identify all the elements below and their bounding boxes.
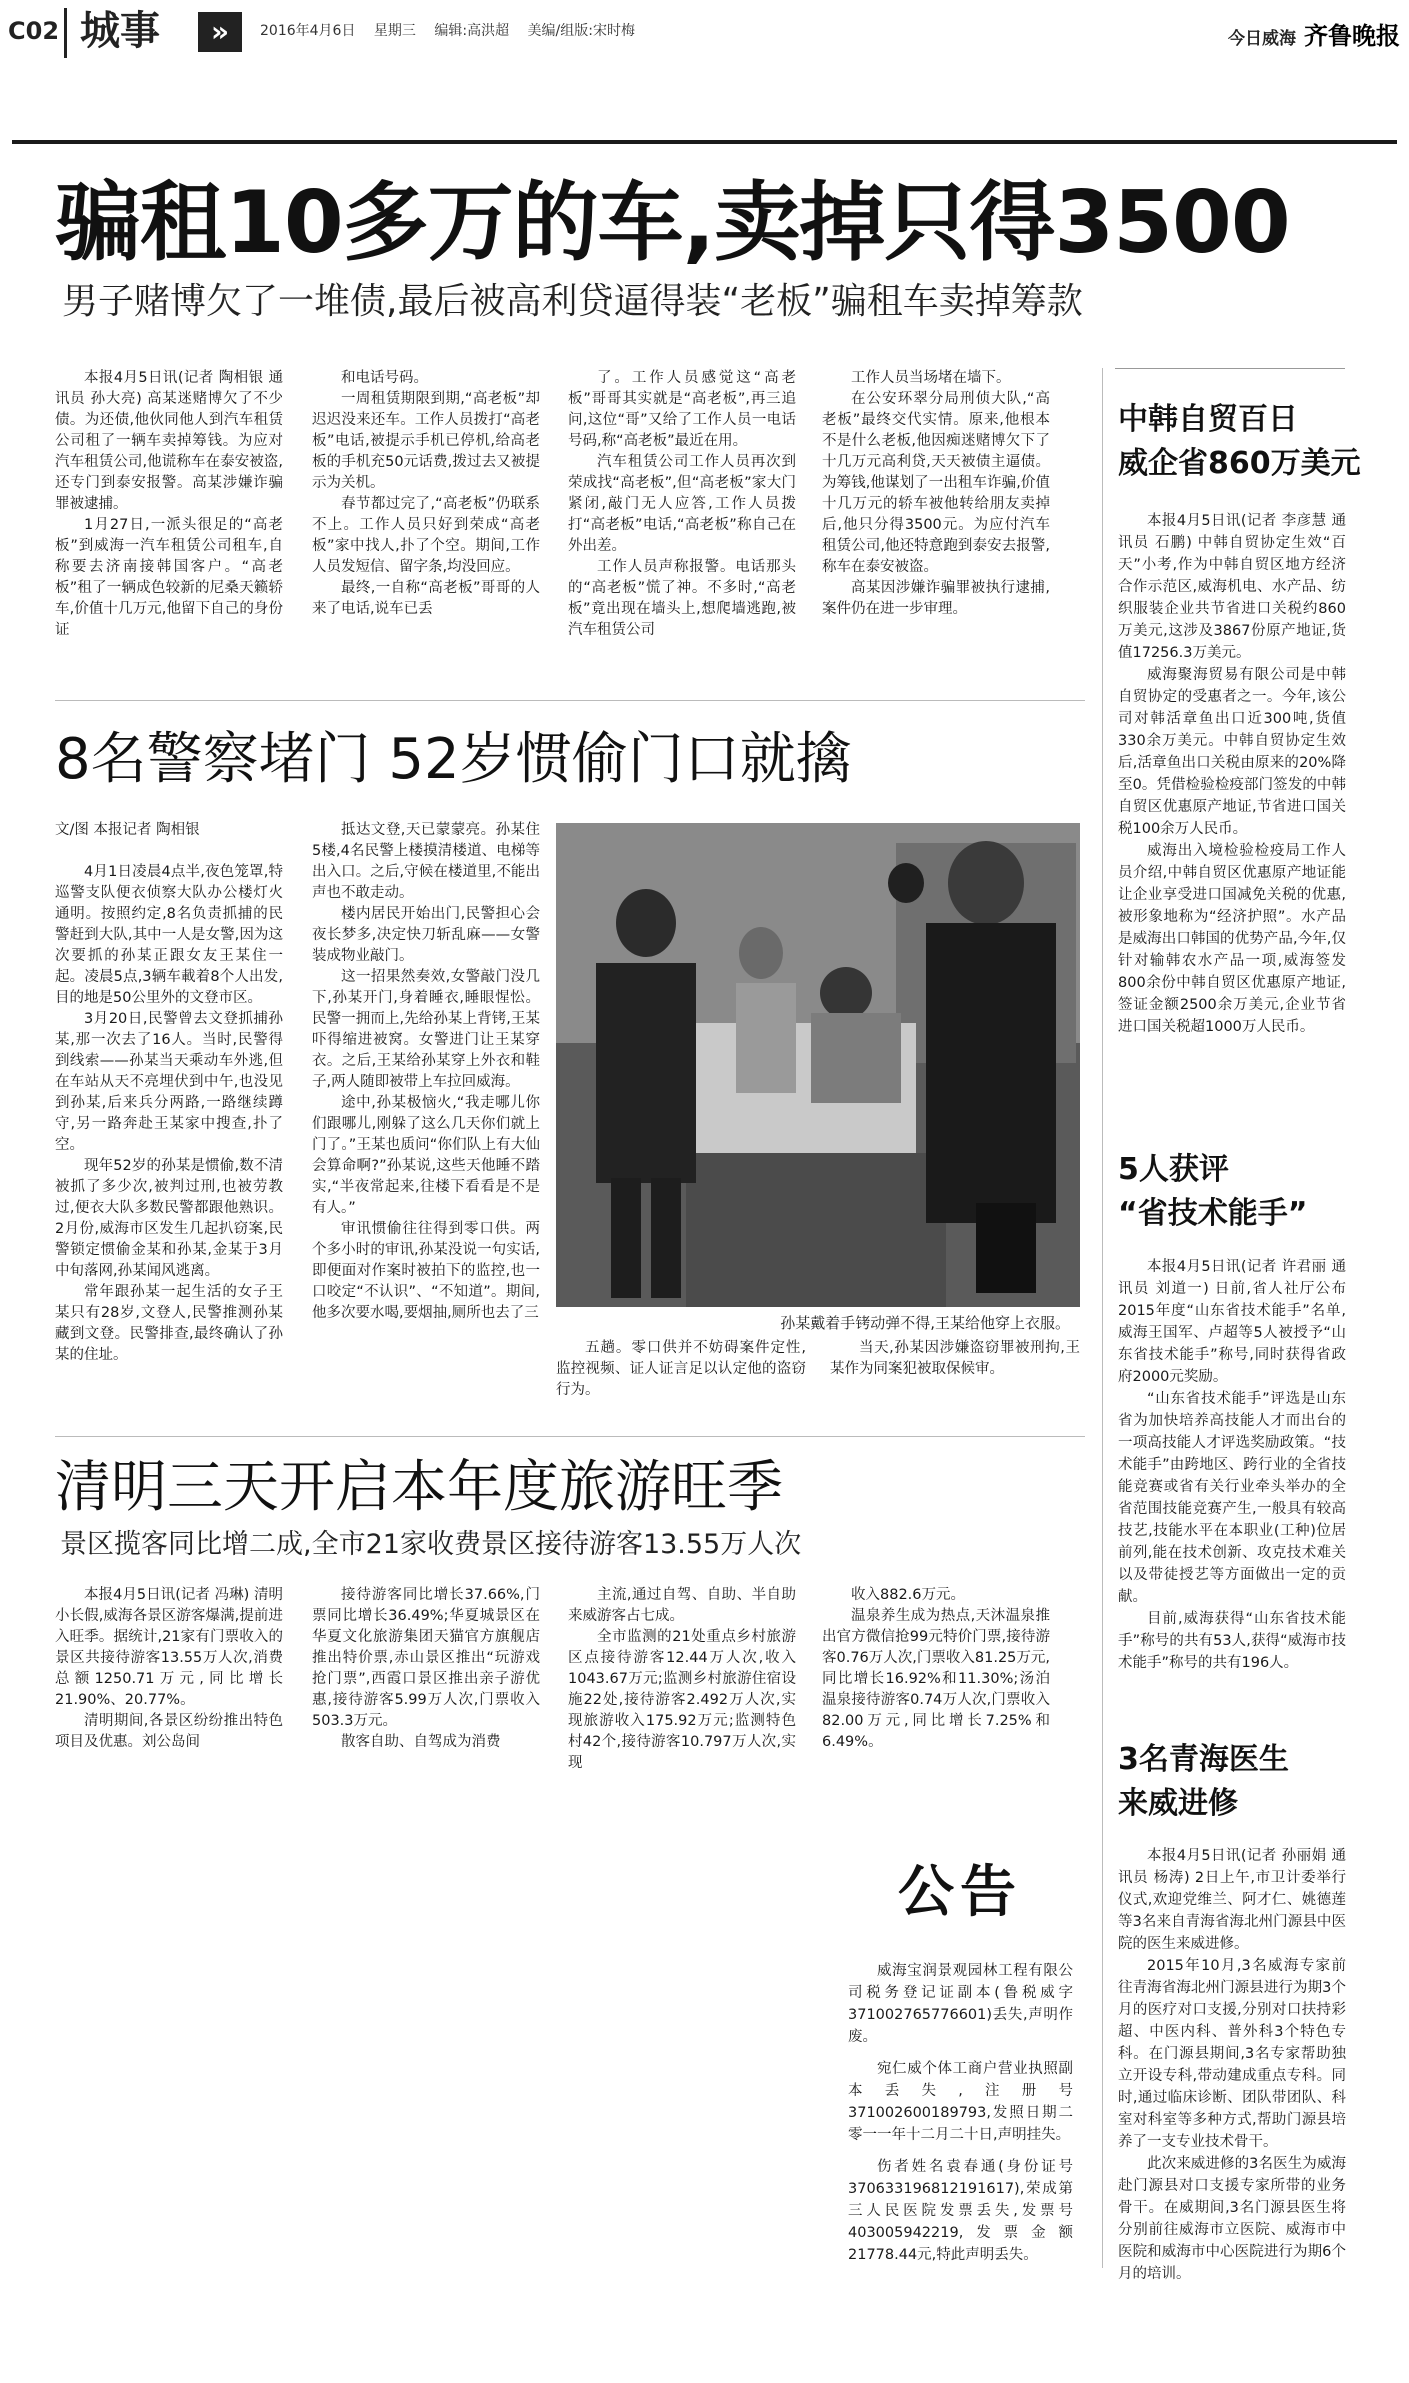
section-divider [55, 700, 1085, 701]
paragraph: 温泉养生成为热点,天沐温泉推出官方微信抢99元特价门票,接待游客0.76万人次,门票收入81.25万元,同比增长16.92%和11.30%;汤泊温泉接待游客0.74万人次,门票收入82.00万元,同比增长7.25%和6.49%。 [822, 1608, 1050, 1750]
paragraph: 散客自助、自驾成为消费 [341, 1734, 501, 1750]
header-divider [64, 8, 67, 58]
paragraph: 1月27日,一派头很足的“高老板”到威海一汽车租赁公司租车,自称要去济南接韩国客户。“高老板”租了一辆成色较新的尼桑天籁轿车,价值十几万元,他留下自己的身份证 [55, 517, 283, 638]
editor-credit: 编辑:高洪超 [434, 23, 510, 39]
paragraph: 威海宝润景观园林工程有限公司税务登记证副本(鲁税威字371002765776601)丢失,声明作废。 [848, 1963, 1073, 2045]
paragraph: 春节都过完了,“高老板”仍联系不上。工作人员只好到荣成“高老板”家中找人,扑了个空。期间,工作人员发短信、留字条,均没回应。 [312, 496, 540, 575]
story2-column-4 [830, 1338, 1080, 1428]
sidebar-story3-body [1118, 1845, 1346, 2365]
lead-subhead: 男子赌博欠了一堆债,最后被高利贷逼得装“老板”骗租车卖掉筹款 [62, 281, 1083, 322]
story3-column-3 [568, 1585, 796, 1815]
paragraph: 2015年10月,3名威海专家前往青海省海北州门源县进行为期3个月的医疗对口支援,分别对口扶持彩超、中医内科、普外科3个特色专科。在门源县期间,3名专家帮助独立开设专科,带动建成重点专科。同时,通过临床诊断、团队带团队、科室对科室等多种方式,帮助门源县培养了一支专业技术骨干。 [1118, 1958, 1346, 2150]
story2-column-1 [55, 862, 283, 1422]
lead-column-3 [568, 368, 796, 668]
header-meta [260, 20, 860, 42]
sidebar-story1-title-line1: 中韩自贸百日 [1118, 402, 1298, 437]
paragraph: 常年跟孙某一起生活的女子王某只有28岁,文登人,民警推测孙某藏到文登。民警排查,最终确认了孙某的住址。 [55, 1284, 283, 1363]
paragraph: 本报4月5日讯(记者 李彦慧 通讯员 石鹏) 中韩自贸协定生效“百天”小考,作为中韩自贸区地方经济合作示范区,威海机电、水产品、纺织服装企业共节省进口关税约860万美元,这涉及3867份原产地证,货值17256.3万美元。 [1118, 513, 1346, 661]
paragraph: 五趟。零口供并不妨碍案件定性,监控视频、证人证言足以认定他的盗窃行为。 [556, 1340, 806, 1398]
paragraph: 宛仁威个体工商户营业执照副本丢失,注册号371002600189793,发照日期二零一一年十二月二十日,声明挂失。 [848, 2061, 1073, 2143]
notice-body [848, 1960, 1073, 2276]
paragraph: 伤者姓名袁春通(身份证号370633196812191617),荣成第三人民医院发票丢失,发票号403005942219,发票金额21778.44元,特此声明丢失。 [848, 2159, 1073, 2263]
paragraph: 一周租赁期限到期,“高老板”却迟迟没来还车。工作人员拨打“高老板”电话,被提示手机已停机,给高老板的手机充50元话费,拨过去又被提示为关机。 [312, 391, 540, 491]
story3-column-4 [822, 1585, 1050, 1815]
paragraph: 途中,孙某极恼火,“我走哪儿你们跟哪儿,刚躲了这么几天你们就上门了。”王某也质问“你们队上有大仙会算命啊?”孙某说,这些天他睡不踏实,“半夜常起来,往楼下看看是不是有人。” [312, 1095, 540, 1216]
paragraph: 3月20日,民警曾去文登抓捕孙某,那一次去了16人。当时,民警得到线索——孙某当天乘动车外逃,但在车站从天不亮埋伏到中午,也没见到孙某,后来兵分两路,一路继续蹲守,另一路奔赴王某家中搜查,扑了空。 [55, 1011, 283, 1153]
paper-name: 齐鲁晚报 [1304, 21, 1400, 50]
story2-byline: 文/图 本报记者 陶相银 [55, 822, 200, 838]
sidebar-story1-body [1118, 510, 1346, 1130]
edition-name: 今日威海 [1228, 29, 1296, 49]
sidebar-story1-title [1118, 398, 1398, 488]
story2-column-3 [556, 1338, 806, 1428]
news-photo [556, 823, 1080, 1307]
paragraph: 本报4月5日讯(记者 冯琳) 清明小长假,威海各景区游客爆满,提前进入旺季。据统计,21家有门票收入的景区共接待游客13.55万人次,消费总额1250.71万元,同比增长21.90%、20.77%。 [55, 1587, 283, 1708]
paragraph: 主流,通过自驾、自助、半自助来威游客占七成。 [568, 1587, 796, 1624]
section-arrow-icon: » [198, 12, 242, 52]
paragraph: 现年52岁的孙某是惯偷,数不清被抓了多少次,被判过刑,也被劳教过,便衣大队多数民警都跟他熟识。2月份,威海市区发生几起扒窃案,民警锁定惯偷金某和孙某,金某于3月中旬落网,孙某闻风逃离。 [55, 1158, 283, 1279]
designer-credit: 美编/组版:宋时梅 [527, 23, 635, 39]
photo-illustration [556, 823, 1080, 1307]
story2-headline: 8名警察堵门 52岁惯偷门口就擒 [55, 727, 852, 792]
story3-column-1 [55, 1585, 283, 1815]
sidebar-story1-title-line2: 威企省860万美元 [1118, 446, 1361, 481]
section-divider-2 [55, 1436, 1085, 1437]
paragraph: 本报4月5日讯(记者 陶相银 通讯员 孙大亮) 高某迷赌博欠了不少债。为还债,他伙同他人到汽车租赁公司租了一辆车卖掉筹钱。为应对汽车租赁公司,他谎称车在泰安被盗,还专门到泰安报警。高某涉嫌诈骗罪被逮捕。 [55, 370, 283, 512]
paragraph: 工作人员当场堵在墙下。 [851, 370, 1011, 386]
notice-title: 公告 [898, 1859, 1022, 1925]
paragraph: 目前,威海获得“山东省技术能手”称号的共有53人,获得“威海市技术能手”称号的共有196人。 [1118, 1611, 1346, 1671]
sidebar-story3-title-line2: 来威进修 [1118, 1786, 1238, 1821]
photo-caption: 孙某戴着手铐动弹不得,王某给他穿上衣服。 [780, 1314, 1070, 1332]
paragraph: 抵达文登,天已蒙蒙亮。孙某住5楼,4名民警上楼摸清楼道、电梯等出入口。之后,守候在楼道里,不能出声也不敢走动。 [312, 822, 540, 901]
paragraph: 当天,孙某因涉嫌盗窃罪被刑拘,王某作为同案犯被取保候审。 [830, 1340, 1080, 1377]
paragraph: 了。工作人员感觉这“高老板”哥哥其实就是“高老板”,再三追问,这位“哥”又给了工作人员一电话号码,称“高老板”最近在用。 [568, 370, 796, 449]
paragraph: 在公安环翠分局刑侦大队,“高老板”最终交代实情。原来,他根本不是什么老板,他因痴迷赌博欠下了十几万元高利贷,天天被债主逼债。为筹钱,他谋划了一出租车诈骗,价值十几万元的轿车被他转给朋友卖掉后,他只分得3500元。为应付汽车租赁公司,他还特意跑到泰安去报警,称车在泰安被盗。 [822, 391, 1050, 575]
paragraph: 收入882.6万元。 [851, 1587, 966, 1603]
sidebar-story2-title [1118, 1148, 1398, 1238]
sidebar-story3-title [1118, 1738, 1398, 1828]
story3-column-2 [312, 1585, 540, 1815]
lead-headline: 骗租10多万的车,卖掉只得3500 [55, 173, 1290, 273]
paragraph: 本报4月5日讯(记者 孙丽娟 通讯员 杨涛) 2日上午,市卫计委举行仪式,欢迎党维兰、阿才仁、姚德莲等3名来自青海省海北州门源县中医院的医生来威进修。 [1118, 1848, 1346, 1952]
page-number: C02 [8, 17, 60, 45]
paragraph: 汽车租赁公司工作人员再次到荣成找“高老板”,但“高老板”家大门紧闭,敲门无人应答,工作人员拨打“高老板”电话,“高老板”称自己在外出差。 [568, 454, 796, 554]
sidebar-story2-body [1118, 1256, 1346, 1711]
story2-column-2 [312, 820, 540, 1422]
paragraph: 最终,一自称“高老板”哥哥的人来了电话,说车已丢 [312, 580, 540, 617]
lead-column-1 [55, 368, 283, 668]
sidebar-story2-title-line1: 5人获评 [1118, 1152, 1229, 1187]
story3-subhead: 景区揽客同比增二成,全市21家收费景区接待游客13.55万人次 [60, 1529, 802, 1560]
paragraph: 工作人员声称报警。电话那头的“高老板”慌了神。不多时,“高老板”竟出现在墙头上,想爬墙逃跑,被汽车租赁公司 [568, 559, 796, 638]
sidebar-story2-title-line2: “省技术能手” [1118, 1196, 1308, 1231]
paragraph: 高某因涉嫌诈骗罪被执行逮捕,案件仍在进一步审理。 [822, 580, 1050, 617]
sidebar-top-rule [1115, 368, 1345, 369]
lead-column-2 [312, 368, 540, 668]
paragraph: 接待游客同比增长37.66%,门票同比增长36.49%;华夏城景区在华夏文化旅游集团天猫官方旗舰店推出特价票,赤山景区推出“玩游戏抢门票”,西霞口景区推出亲子游优惠,接待游客5.99万人次,门票收入503.3万元。 [312, 1587, 540, 1729]
header-rule [12, 140, 1397, 144]
sidebar-divider [1102, 368, 1103, 2268]
paragraph: 本报4月5日讯(记者 许君丽 通讯员 刘道一) 日前,省人社厅公布2015年度“山东省技术能手”名单,威海王国军、卢超等5人被授予“山东省技术能手”称号,同时获得省政府2000元奖励。 [1118, 1259, 1346, 1385]
paragraph: 威海出入境检验检疫局工作人员介绍,中韩自贸区优惠原产地证能让企业享受进口国减免关税的优惠,被形象地称为“经济护照”。水产品是威海出口韩国的优势产品,今年,仅针对输韩农水产品一项,威海签发800余份中韩自贸区优惠原产地证,签证金额2500余万美元,企业节省进口国关税超1000万人民币。 [1118, 843, 1346, 1035]
paragraph: 4月1日凌晨4点半,夜色笼罩,特巡警支队便衣侦察大队办公楼灯火通明。按照约定,8名负责抓捕的民警赶到大队,其中一人是女警,因为这次要抓的孙某正跟女友王某住一起。凌晨5点,3辆车載着8个人出发,目的地是50公里外的文登市区。 [55, 864, 283, 1006]
paragraph: 这一招果然奏效,女警敲门没几下,孙某开门,身着睡衣,睡眼惺忪。民警一拥而上,先给孙某上背铐,王某吓得缩进被窝。女警进门让王某穿衣。之后,王某给孙某穿上外衣和鞋子,两人随即被带上车拉回威海。 [312, 969, 540, 1090]
paragraph: 和电话号码。 [341, 370, 428, 386]
story3-headline: 清明三天开启本年度旅游旺季 [55, 1455, 783, 1520]
paragraph: 威海聚海贸易有限公司是中韩自贸协定的受惠者之一。今年,该公司对韩活章鱼出口近300吨,货值330余万美元。中韩自贸协定生效后,活章鱼出口关税由原来的20%降至0。凭借检验检疫部门签发的中韩自贸区优惠原产地证,节省进口国关税100余万人民币。 [1118, 667, 1346, 837]
paragraph: “山东省技术能手”评选是山东省为加快培养高技能人才而出台的一项高技能人才评选奖励政策。“技术能手”由跨地区、跨行业的全省技能竞赛或省有关行业牵头举办的全省范围技能竞赛产生,一般具有较高技艺,技能水平在本职业(工种)位居前列,能在技术创新、攻克技术难关以及带徒授艺等方面做出一定的贡献。 [1118, 1391, 1346, 1605]
paragraph: 清明期间,各景区纷纷推出特色项目及优惠。刘公岛间 [55, 1713, 283, 1750]
section-title: 城事 [80, 7, 160, 54]
sidebar-story3-title-line1: 3名青海医生 [1118, 1742, 1289, 1777]
paragraph: 楼内居民开始出门,民警担心会夜长梦多,决定快刀斩乱麻——女警装成物业敲门。 [312, 906, 540, 964]
paragraph: 全市监测的21处重点乡村旅游区点接待游客12.44万人次,收入1043.67万元;监测乡村旅游住宿设施22处,接待游客2.492万人次,实现旅游收入175.92万元;监测特色村42个,接待游客10.797万人次,实现 [568, 1629, 796, 1771]
paragraph: 此次来威进修的3名医生为威海赴门源县对口支援专家所带的业务骨干。在威期间,3名门源县医生将分别前往威海市立医院、威海市中医院和威海市中心医院进行为期6个月的培训。 [1118, 2156, 1346, 2282]
issue-weekday: 星期三 [373, 23, 416, 39]
lead-column-4 [822, 368, 1050, 668]
paragraph: 审讯惯偷往往得到零口供。两个多小时的审讯,孙某没说一句实话,即便面对作案时被拍下的监控,也一口咬定“不认识”、“不知道”。期间,他多次要水喝,要烟抽,厕所也去了三 [312, 1221, 540, 1321]
issue-date: 2016年4月6日 [260, 23, 356, 39]
masthead-brand [1110, 16, 1400, 48]
